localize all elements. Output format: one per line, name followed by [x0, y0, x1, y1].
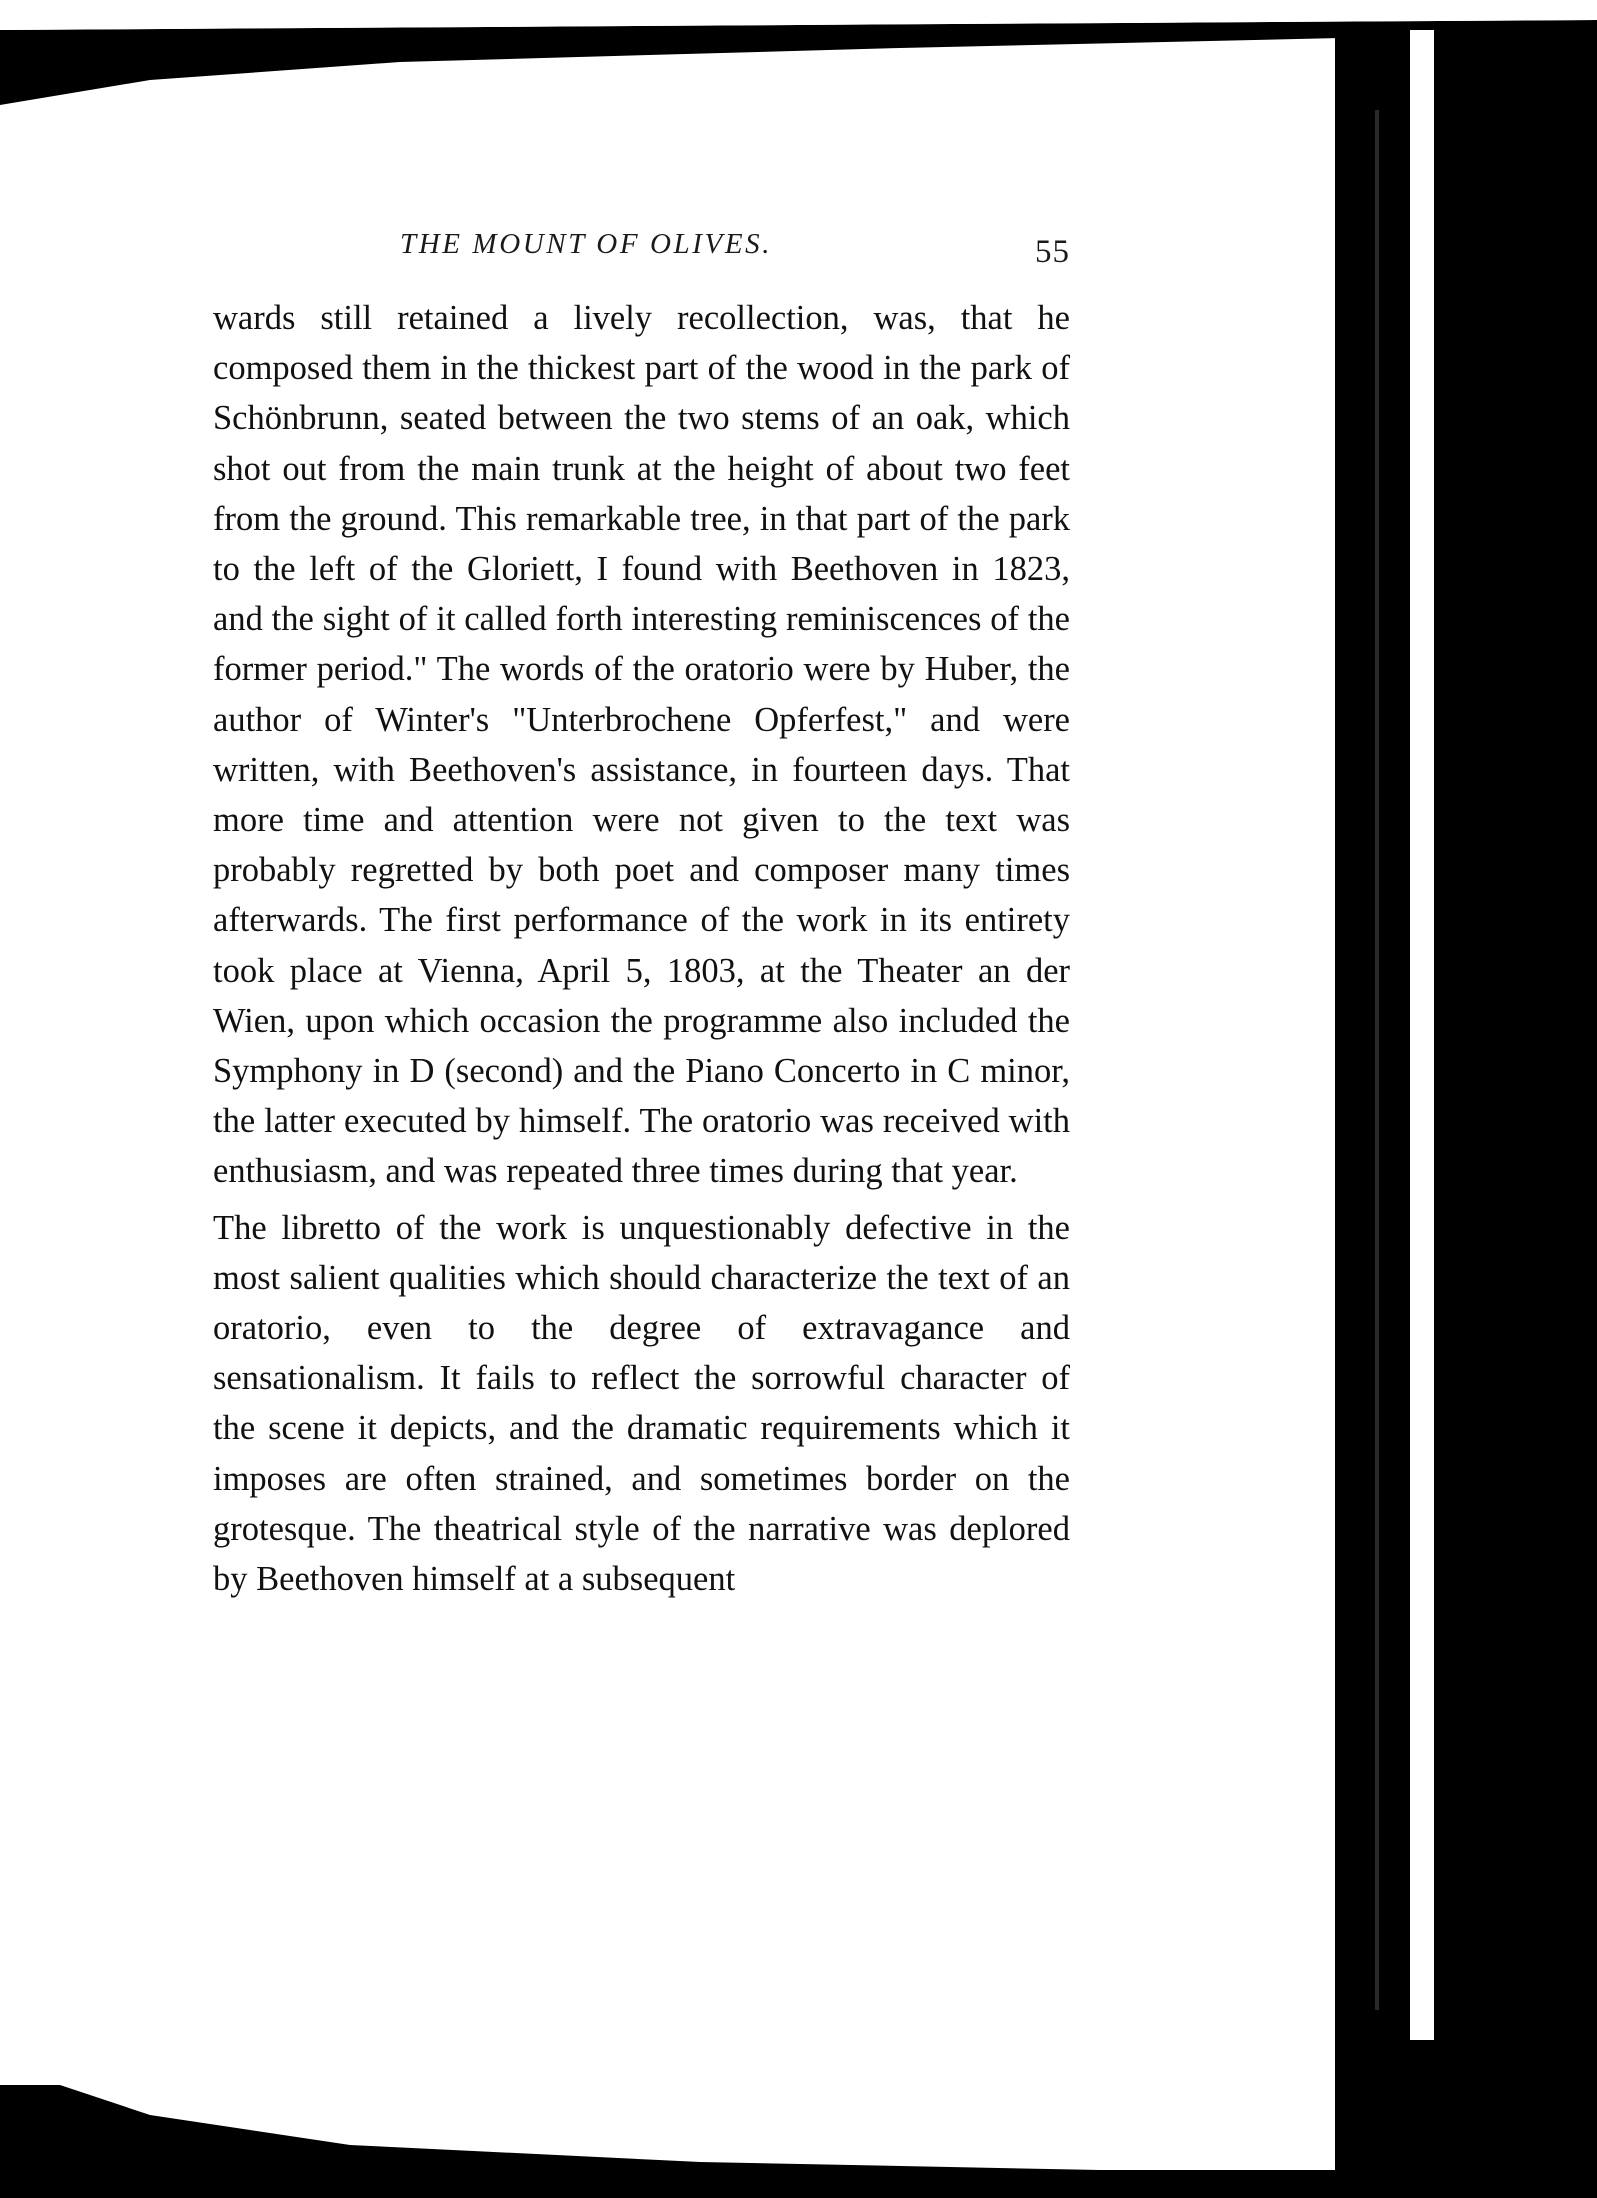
book-page: [213, 220, 1070, 1604]
scan-shadow-bottom: [0, 2040, 1597, 2198]
scan-shadow-right: [1335, 30, 1597, 2198]
paragraph-2: The libretto of the work is unquestionably defective in the most salient qualities which should characterize the text of an oratorio, even to the degree of extravagance and sensationalism. It fails to reflect the sorrowful character of the scene it depicts, and the dramatic requirements which it imposes are often strained, and sometimes border on the grotesque. The theatrical style of the narrative was deplored by Beethoven himself at a subsequent: [213, 1208, 1070, 1599]
paragraph-1: wards still retained a lively recollection, was, that he composed them in the thickest part of the wood in the park of Schönbrunn, seated between the two stems of an oak, which shot out from the main trunk at the height of about two feet from the ground. This remarkable tree, in that part of the park to the left of the Gloriett, I found with Beethoven in 1823, and the sight of it called forth interesting reminiscences of the former period." The words of the oratorio were by Huber, the author of Winter's "Unterbrochene Opferfest," and were written, with Beethoven's assistance, in fourteen days. That more time and attention were not given to the text was probably regretted by both poet and composer many times afterwards. The first performance of the work in its entirety took place at Vienna, April 5, 1803, at the Theater an der Wien, upon which occasion the programme also included the Symphony in D (second) and the Piano Concerto in C minor, the latter executed by himself. The oratorio was received with enthusiasm, and was repeated three times during that year.: [213, 299, 1070, 1191]
body-text: [213, 293, 1070, 1604]
page-edge-strip: [1410, 30, 1434, 2040]
page-number: 55: [1035, 234, 1070, 270]
running-head: [213, 220, 1070, 280]
running-title: THE MOUNT OF OLIVES.: [400, 228, 773, 260]
page-edge-line: [1375, 110, 1379, 2010]
